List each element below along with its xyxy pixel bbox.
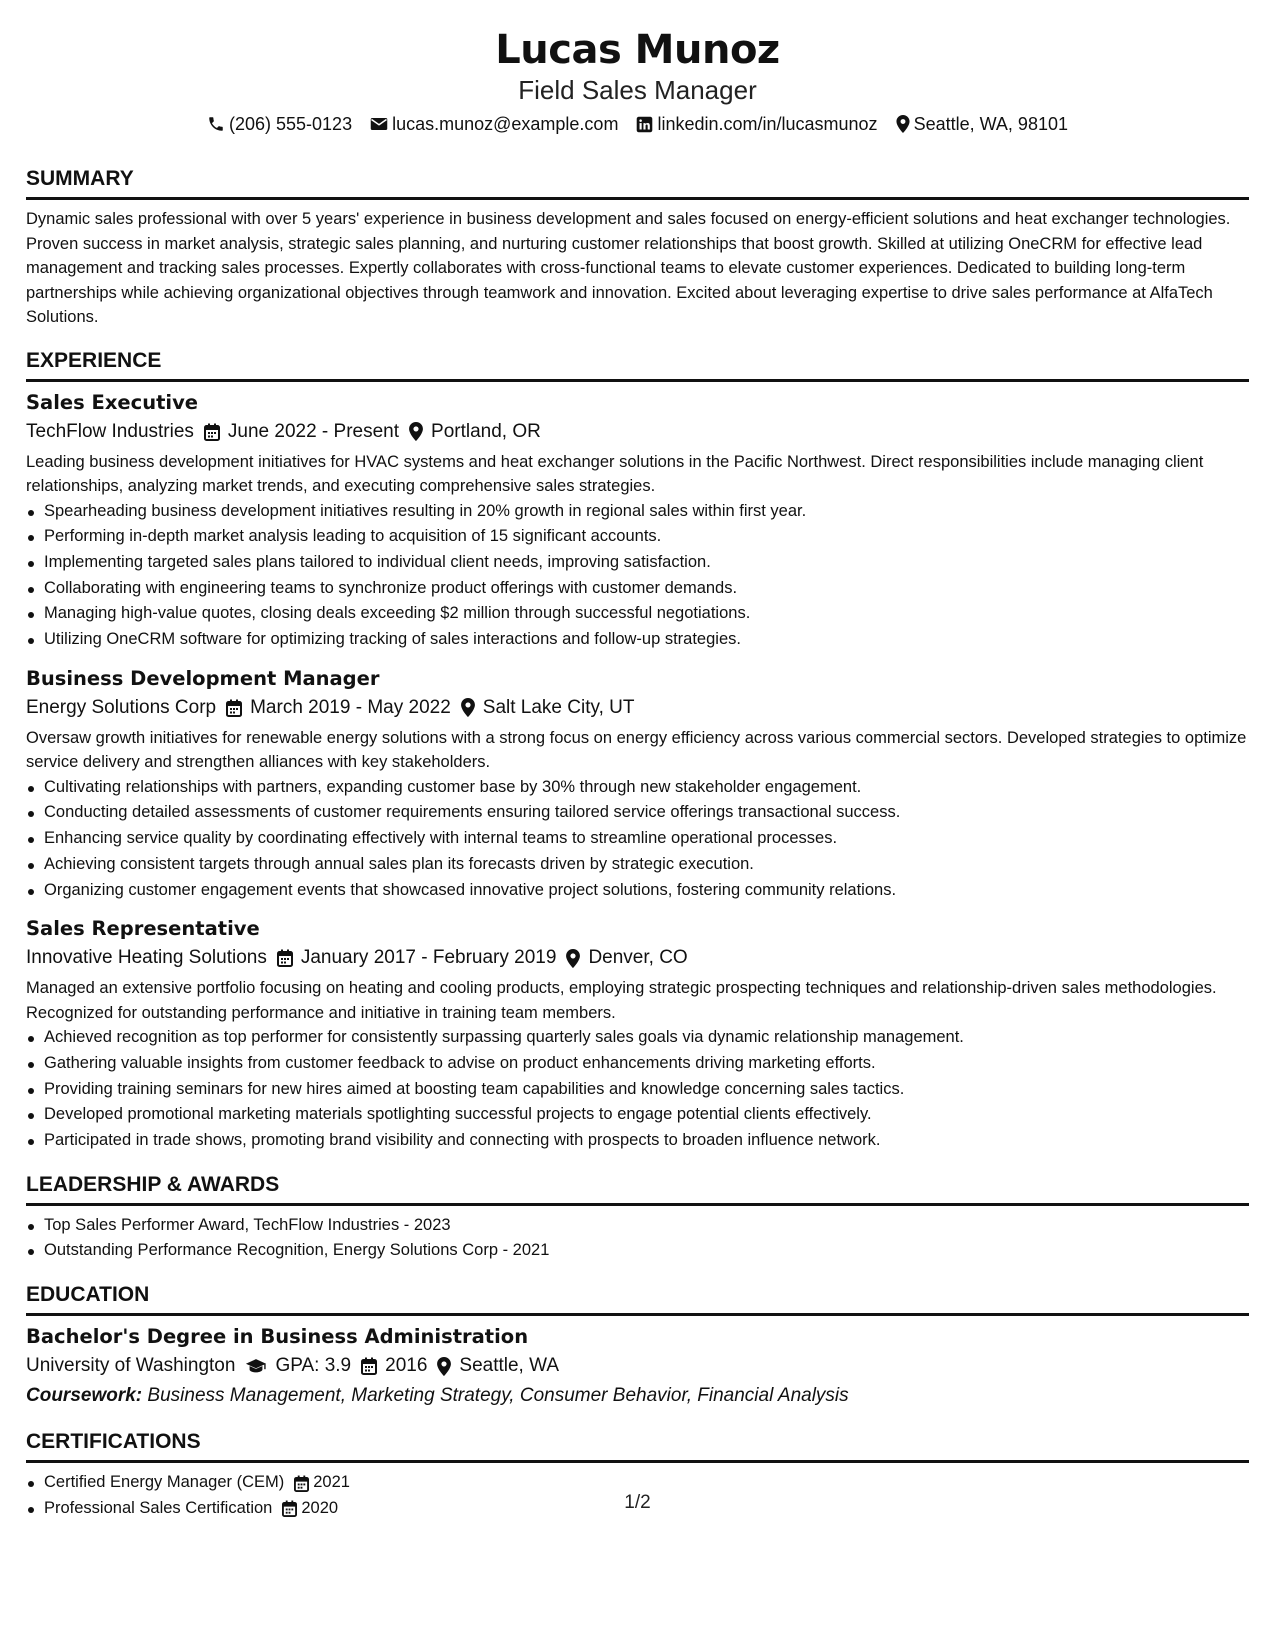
graduation-year-text: 2016 [385, 1355, 428, 1377]
job-entry [26, 915, 1249, 1154]
list-item: Providing training seminars for new hires aimed at boosting team capabilities and knowledge concerning sales tactics. [44, 1077, 1249, 1103]
certifications-heading: CERTIFICATIONS [26, 1429, 1249, 1463]
job-title: Business Development Manager [26, 666, 380, 690]
calendar-icon [204, 423, 220, 441]
job-bullets [26, 1025, 1249, 1154]
job-location [566, 943, 687, 973]
map-marker-icon [566, 949, 580, 968]
job-description: Leading business development initiatives for HVAC systems and heat exchanger solutions in the Pacific Northwest. Direct responsibilities include managing client relationships, analyzing market trends, and executing comprehensive sales strategies. [26, 452, 1204, 495]
school-location-text: Seattle, WA [459, 1355, 560, 1377]
job-description: Oversaw growth initiatives for renewable energy solutions with a strong focus on energy efficiency across various commercial sectors. Developed strategies to optimize service delivery and strengthen alliances with key stakeholders. [26, 728, 1247, 772]
awards-heading: LEADERSHIP & AWARDS [26, 1172, 1249, 1206]
job-dates-text: June 2022 - Present [227, 420, 400, 442]
graduation-year [361, 1351, 427, 1381]
job-location [409, 417, 541, 447]
experience-section [26, 348, 1249, 1154]
certification-year: 2021 [313, 1473, 350, 1492]
calendar-icon [277, 949, 293, 967]
job-bullets [26, 499, 1249, 653]
degree-title: Bachelor's Degree in Business Administration [26, 1325, 529, 1349]
graduation-cap-icon [245, 1358, 267, 1374]
list-item: Achieving consistent targets through annual sales plan its forecasts driven by strategic execution. [44, 852, 1249, 878]
list-item: Participated in trade shows, promoting brand visibility and connecting with prospects to broaden influence network. [44, 1128, 1249, 1154]
list-item: Implementing targeted sales plans tailored to individual client needs, improving satisfaction. [44, 550, 1249, 576]
job-entry [26, 389, 1249, 653]
list-item: Collaborating with engineering teams to synchronize product offerings with customer demands. [44, 576, 1249, 602]
list-item: Organizing customer engagement events that showcased innovative project solutions, fostering community relations. [44, 878, 1249, 904]
certification-year: 2020 [301, 1498, 339, 1517]
calendar-icon [361, 1357, 377, 1375]
candidate-name: Lucas Munoz [495, 27, 780, 73]
school-name: University of Washington [26, 1355, 236, 1377]
job-dates [277, 943, 557, 973]
education-section [26, 1282, 1249, 1411]
job-description: Managed an extensive portfolio focusing on heating and cooling products, employing strategic prospecting techniques and relationship-driven sales methodologies. Recognized for outstanding performance and initiative in training team members. [26, 979, 1217, 1022]
job-location [461, 693, 635, 723]
gpa [245, 1351, 351, 1381]
job-company: Energy Solutions Corp [26, 696, 217, 718]
map-marker-icon [896, 115, 910, 133]
map-marker-icon [409, 422, 423, 441]
contact-email[interactable] [370, 112, 618, 136]
job-location-text: Portland, OR [431, 420, 541, 442]
map-marker-icon [461, 698, 475, 717]
email-link[interactable]: lucas.munoz@example.com [392, 114, 619, 134]
job-title: Sales Representative [26, 917, 260, 941]
contact-phone [207, 112, 352, 136]
list-item: Outstanding Performance Recognition, Energy Solutions Corp - 2021 [44, 1238, 1249, 1264]
list-item: Utilizing OneCRM software for optimizing tracking of sales interactions and follow-up strategies. [44, 627, 1249, 653]
list-item: Managing high-value quotes, closing deals exceeding $2 million through successful negotiations. [44, 601, 1249, 627]
candidate-role: Field Sales Manager [518, 75, 757, 105]
resume-page [26, 24, 1249, 1522]
list-item: Enhancing service quality by coordinating effectively with internal teams to streamline operational processes. [44, 826, 1249, 852]
list-item: Gathering valuable insights from customer feedback to advise on product enhancements driving marketing efforts. [44, 1051, 1249, 1077]
job-dates [226, 693, 451, 723]
map-marker-icon [437, 1357, 451, 1376]
job-company: Innovative Heating Solutions [26, 947, 267, 969]
contact-bar [26, 112, 1249, 136]
job-meta [26, 417, 1249, 447]
calendar-icon [226, 699, 242, 717]
summary-text: Dynamic sales professional with over 5 years' experience in business development and sales focused on energy-efficient solutions and heat exchanger technologies. Proven success in market analysis, strategic sales planning, and nurturing customer relationships that boost growth. Skilled at utilizing OneCRM for effective lead management and tracking sales processes. Expertly collaborates with cross-functional teams to elevate customer experiences. Dedicated to building long-term partnerships while achieving organizational objectives through teamwork and innovation. Excited about leveraging expertise to drive sales performance at AlfaTech Solutions. [26, 210, 1231, 326]
coursework-text: Business Management, Marketing Strategy, Consumer Behavior, Financial Analysis [147, 1385, 849, 1407]
coursework-label: Coursework: [26, 1385, 143, 1407]
certification-name: Professional Sales Certification [44, 1498, 273, 1517]
education-meta [26, 1351, 1249, 1381]
job-dates-text: March 2019 - May 2022 [250, 696, 451, 718]
job-location-text: Denver, CO [588, 947, 688, 969]
linkedin-icon [636, 116, 653, 133]
calendar-icon [294, 1475, 309, 1492]
resume-header [26, 24, 1249, 136]
experience-heading: EXPERIENCE [26, 348, 1249, 382]
list-item: Cultivating relationships with partners, expanding customer base by 30% through new stakeholder engagement. [44, 775, 1249, 801]
list-item: Conducting detailed assessments of customer requirements ensuring tailored service offerings transactional success. [44, 800, 1249, 826]
location-text: Seattle, WA, 98101 [913, 114, 1068, 134]
job-dates-text: January 2017 - February 2019 [300, 947, 557, 969]
job-company: TechFlow Industries [26, 420, 194, 442]
job-bullets [26, 775, 1249, 904]
coursework [26, 1381, 1249, 1411]
job-title: Sales Executive [26, 390, 199, 414]
gpa-text: GPA: 3.9 [275, 1355, 352, 1377]
list-item: Performing in-depth market analysis leading to acquisition of 15 significant accounts. [44, 524, 1249, 550]
list-item: Top Sales Performer Award, TechFlow Industries - 2023 [44, 1213, 1249, 1239]
linkedin-link[interactable]: linkedin.com/in/lucasmunoz [657, 114, 878, 134]
summary-heading: SUMMARY [26, 166, 1249, 200]
phone-text: (206) 555-0123 [228, 114, 353, 134]
certification-name: Certified Energy Manager (CEM) [44, 1473, 285, 1492]
page-number: 1/2 [624, 1492, 651, 1513]
job-dates [204, 417, 399, 447]
summary-section [26, 166, 1249, 330]
awards-list [26, 1213, 1249, 1264]
school-location [437, 1351, 559, 1381]
job-location-text: Salt Lake City, UT [482, 696, 635, 718]
job-entry [26, 665, 1249, 904]
list-item: Achieved recognition as top performer for consistently surpassing quarterly sales goals via dynamic relationship management. [44, 1025, 1249, 1051]
job-meta [26, 693, 1249, 723]
education-heading: EDUCATION [26, 1282, 1249, 1316]
list-item: Developed promotional marketing materials spotlighting successful projects to engage potential clients effectively. [44, 1102, 1249, 1128]
contact-location [896, 112, 1068, 136]
contact-linkedin[interactable] [636, 112, 877, 136]
envelope-icon [370, 116, 388, 132]
job-meta [26, 943, 1249, 973]
awards-section [26, 1172, 1249, 1264]
phone-icon [207, 115, 225, 133]
list-item: Spearheading business development initiatives resulting in 20% growth in regional sales within first year. [44, 499, 1249, 525]
